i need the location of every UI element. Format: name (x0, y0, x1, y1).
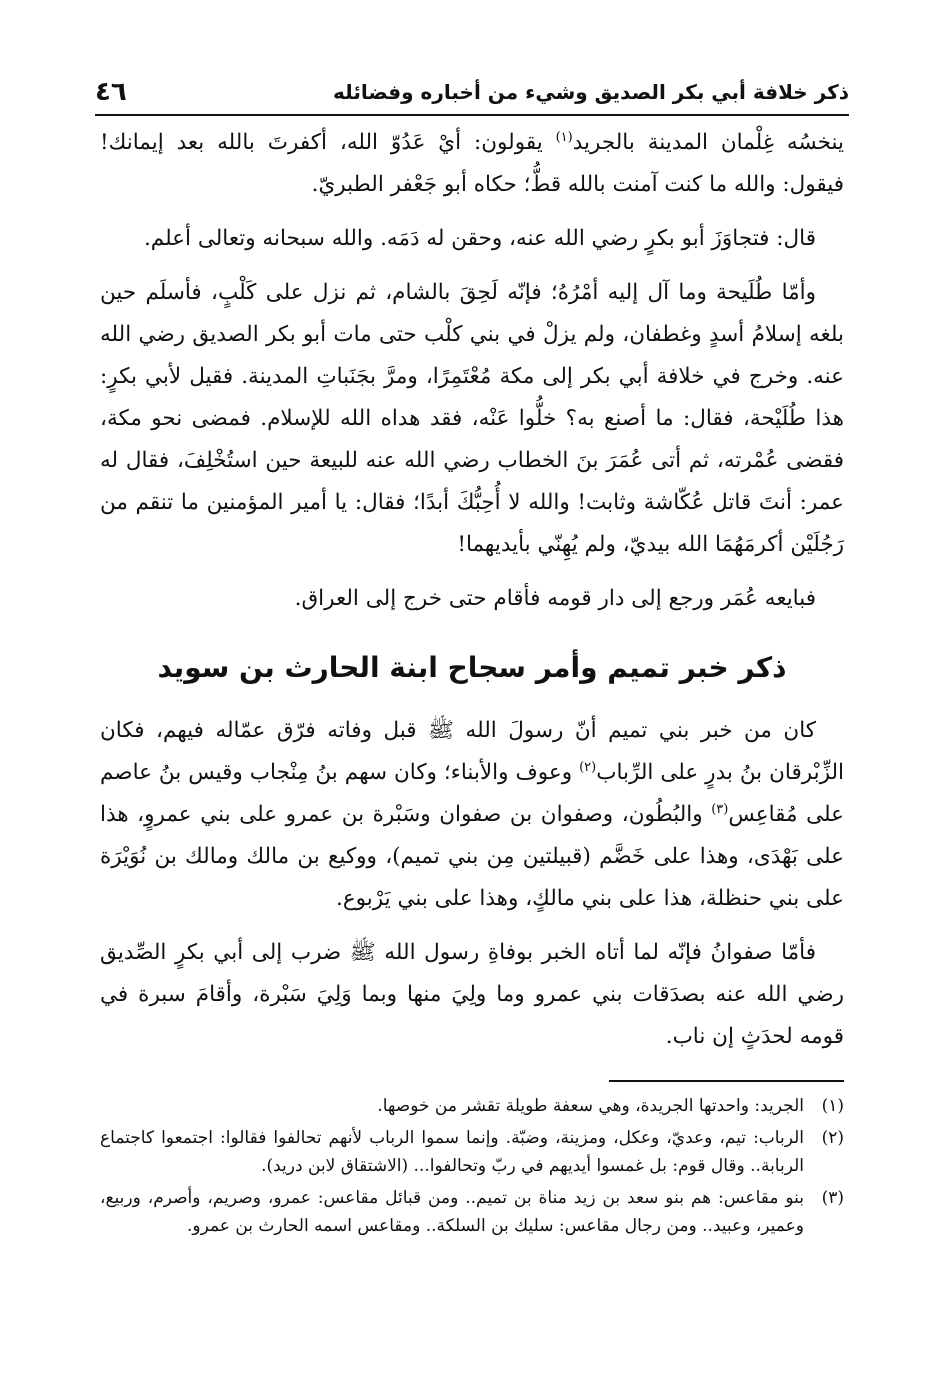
footnotes (100, 1092, 844, 1244)
text-run: يقولون: أيْ عَدُوّ الله، أكفرتَ بالله بعد إيمانك! فيقول: والله ما كنت آمنت بالله قطُّ؛ حكاه أبو جَعْفر الطبريّ. (100, 130, 844, 197)
page-header (95, 70, 849, 116)
footnote-ref: (١) (555, 129, 573, 145)
footnote (100, 1124, 844, 1180)
paragraph: وأمّا طُلَيحة وما آل إليه أمْرُهُ؛ فإنّه لَحِقَ بالشام، ثم نزل على كَلْبٍ، فأسلَم حين بلغه إسلامُ أسدٍ وغطفان، ولم يزلْ في بني كلْب حتى مات أبو بكر الصديق رضي الله عنه. وخرج في خلافة أبي بكر إلى مكة مُعْتَمِرًا، ومرَّ بجَنَباتِ المدينة. فقيل لأبي بكرٍ: هذا طُلَيْحة، فقال: ما أصنع به؟ خلُّوا عَنْه، فقد هداه الله للإسلام. فمضى نحو مكة، فقضى عُمْرته، ثم أتى عُمَرَ بنَ الخطاب رضي الله عنه للبيعة حين استُخْلِفَ، فقال له عمر: أنتَ قاتل عُكّاشة وثابت! والله لا أُحِبُّكَ أبدًا؛ فقال: يا أمير المؤمنين ما تنقم من رَجُلَيْن أكرمَهُمَا الله بيديّ، ولم يُهِنّي بأيديهما! (100, 280, 844, 557)
footnote-divider (609, 1080, 844, 1082)
paragraph: فبايعه عُمَر ورجع إلى دار قومه فأقام حتى خرج إلى العراق. (294, 586, 816, 611)
footnote (100, 1184, 844, 1240)
page-number: ٤٦ (95, 77, 127, 107)
paragraph (100, 122, 844, 206)
footnote-number: (٢) (821, 1128, 844, 1148)
footnote-number: (٣) (821, 1188, 844, 1208)
footnote-text: الرباب: تيم، وعديّ، وعكل، ومزينة، وضبّة. وإنما سموا الرباب لأنهم تحالفوا فقالوا: اجتمعوا كاجتماع الربابة.. وقال قوم: بل غمسوا أيديهم في ربّ وتحالفوا... (الاشتقاق لابن دريد). (100, 1128, 804, 1176)
footnote-ref: (٣) (711, 801, 729, 817)
footnote-text: بنو مقاعس: هم بنو سعد بن زيد مناة بن تميم.. ومن قبائل مقاعس: عمرو، وصريم، وأصرم، وربيع، وعمير، وعبيد.. ومن رجال مقاعس: سليك بن السلكة.. ومقاعس اسمه الحارث بن عمرو. (100, 1188, 804, 1236)
paragraph: قال: فتجاوَزَ أبو بكرٍ رضي الله عنه، وحقن له دَمَه. والله سبحانه وتعالى أعلم. (143, 226, 816, 251)
section-heading: ذكر خبر تميم وأمر سجاح ابنة الحارث بن سويد (157, 651, 787, 684)
footnote-number: (١) (821, 1096, 844, 1116)
main-text (100, 122, 844, 1070)
paragraph: فأمّا صفوانُ فإنّه لما أتاه الخبر بوفاةِ رسول الله ﷺ ضرب إلى أبي بكرٍ الصِّديق رضي الله عنه بصدَقات بني عمرو وما ولِيَ منها وبما وَلِيَ سَبْرة، وأقامَ سبرة في قومه لحدَثٍ إن ناب. (100, 940, 844, 1049)
footnote-ref: (٢) (579, 759, 597, 775)
text-run: ينخسُه غِلْمان المدينة بالجريد (572, 130, 844, 155)
footnote-text: الجريد: واحدتها الجريدة، وهي سعفة طويلة تقشر من خوصها. (377, 1096, 804, 1116)
text-run: كان من خبر بني تميم أنّ رسولَ الله ﷺ قبل وفاته فرّق عمّاله فيهم، فكان الزِّبْرقان بنُ بدرٍ على الرِّباب (100, 718, 844, 785)
text-run: وعوف والأبناء؛ وكان سهم بنُ مِنْجاب وقيس بنُ عاصم على مُقاعِس (100, 760, 844, 827)
paragraph (100, 710, 844, 920)
footnote (100, 1092, 844, 1120)
running-title: ذكر خلافة أبي بكر الصديق وشيء من أخباره وفضائله (333, 80, 849, 104)
text-run: والبُطُون، وصفوان بن صفوان وسَبْرة بن عمرو على بني عمروٍ، هذا على بَهْدَى، وهذا على خَضَّم (قبيلتين مِن بني تميم)، ووكيع بن مالك ومالك بن نُوَيْرَة على بني حنظلة، هذا على بني مالكٍ، وهذا على بني يَرْبوع. (100, 802, 844, 911)
